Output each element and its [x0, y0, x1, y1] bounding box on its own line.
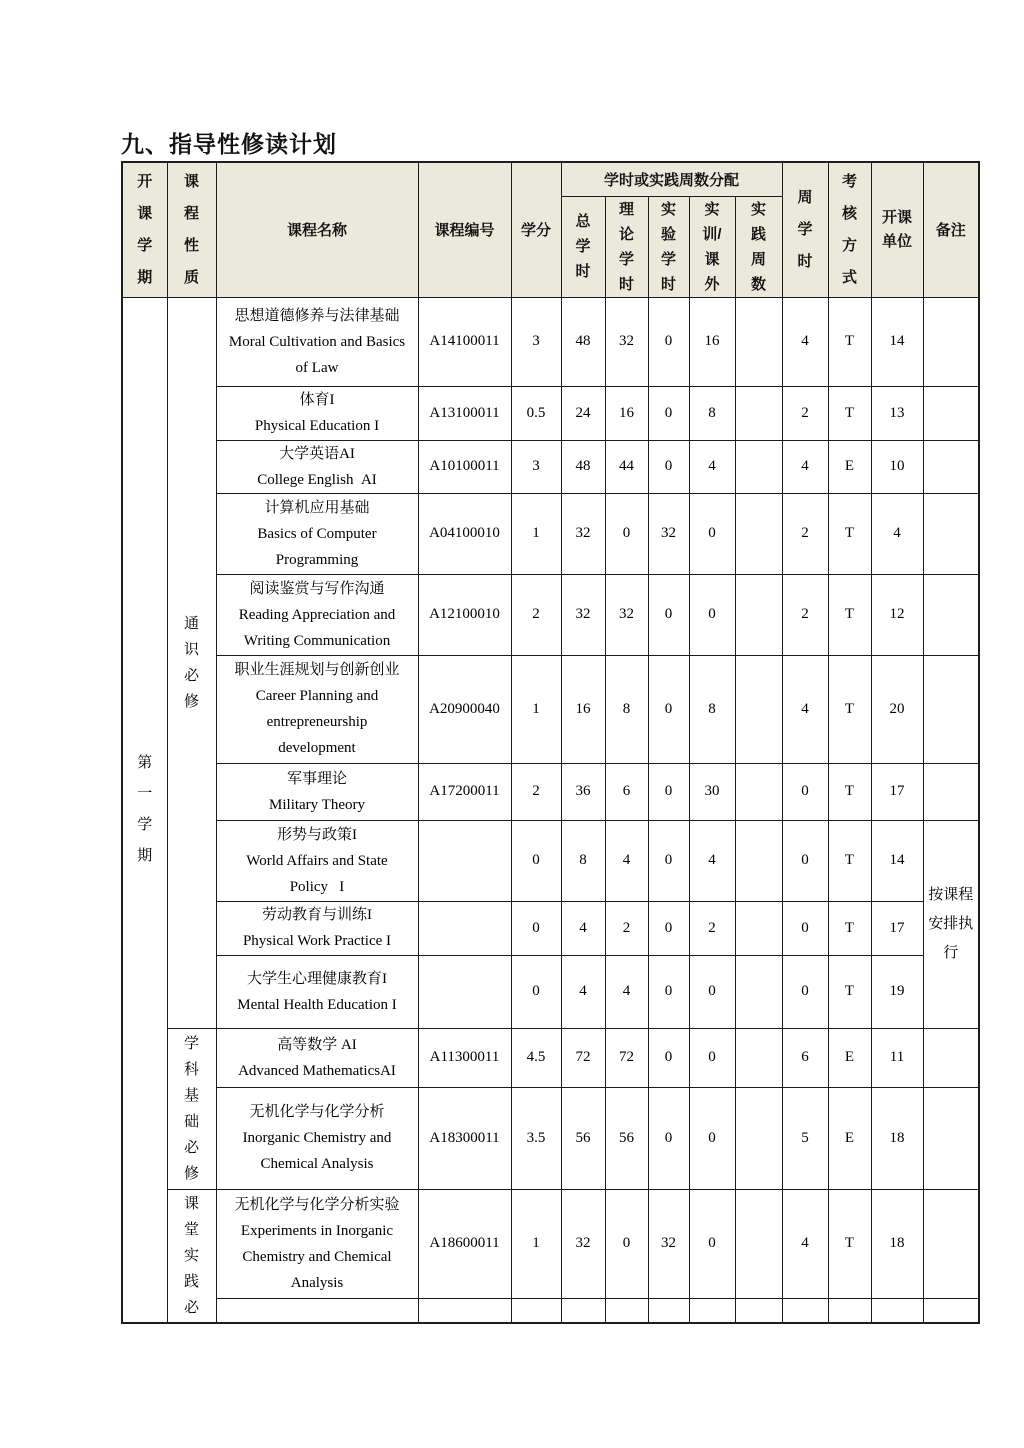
- weekly-hours-cell: 4: [782, 1189, 828, 1298]
- table-row: [122, 1298, 979, 1323]
- course-code-cell: A18300011: [418, 1087, 511, 1189]
- credits-cell: 3.5: [511, 1087, 561, 1189]
- training-hours-cell: 0: [689, 574, 735, 655]
- course-code-cell: A04100010: [418, 493, 511, 574]
- credits-cell: 2: [511, 574, 561, 655]
- unit-cell: 14: [871, 297, 923, 386]
- assessment-cell: T: [828, 763, 871, 820]
- table-row: [122, 1189, 979, 1298]
- header-assessment: 考 核 方 式: [828, 162, 871, 297]
- experiment-hours-cell: 0: [648, 297, 689, 386]
- practice-weeks-cell: [735, 1087, 782, 1189]
- header-course-nature: 课 程 性 质: [167, 162, 216, 297]
- course-name-cell: [216, 1298, 418, 1323]
- remark-cell: 按课程安排执行: [923, 820, 979, 1028]
- practice-weeks-cell: [735, 955, 782, 1028]
- unit-cell: 20: [871, 655, 923, 763]
- unit-cell: 14: [871, 820, 923, 901]
- training-hours-cell: 8: [689, 386, 735, 440]
- theory-hours-cell: 2: [605, 901, 648, 955]
- unit-cell: 17: [871, 901, 923, 955]
- training-hours-cell: 16: [689, 297, 735, 386]
- remark-cell: [923, 1189, 979, 1298]
- practice-weeks-cell: [735, 1298, 782, 1323]
- experiment-hours-cell: [648, 1298, 689, 1323]
- weekly-hours-cell: 0: [782, 763, 828, 820]
- training-hours-cell: 0: [689, 493, 735, 574]
- training-hours-cell: 4: [689, 820, 735, 901]
- course-name-cell: 思想道德修养与法律基础 Moral Cultivation and Basics of Law: [216, 297, 418, 386]
- training-hours-cell: 0: [689, 1189, 735, 1298]
- weekly-hours-cell: 2: [782, 574, 828, 655]
- header-remark: 备注: [923, 162, 979, 297]
- weekly-hours-cell: 4: [782, 440, 828, 493]
- header-course-code: 课程编号: [418, 162, 511, 297]
- unit-cell: [871, 1298, 923, 1323]
- weekly-hours-cell: 0: [782, 901, 828, 955]
- remark-cell: [923, 297, 979, 386]
- curriculum-table: [121, 161, 980, 1324]
- practice-weeks-cell: [735, 1189, 782, 1298]
- course-code-cell: A13100011: [418, 386, 511, 440]
- remark-cell: [923, 1087, 979, 1189]
- category-cell: 课 堂 实 践 必: [167, 1189, 216, 1323]
- practice-weeks-cell: [735, 386, 782, 440]
- course-name-cell: 大学英语AI College English AI: [216, 440, 418, 493]
- unit-cell: 12: [871, 574, 923, 655]
- theory-hours-cell: 32: [605, 574, 648, 655]
- credits-cell: 1: [511, 655, 561, 763]
- course-name-cell: 大学生心理健康教育I Mental Health Education I: [216, 955, 418, 1028]
- course-name-cell: 劳动教育与训练I Physical Work Practice I: [216, 901, 418, 955]
- credits-cell: 1: [511, 1189, 561, 1298]
- experiment-hours-cell: 0: [648, 901, 689, 955]
- course-code-cell: A11300011: [418, 1028, 511, 1087]
- credits-cell: 3: [511, 297, 561, 386]
- training-hours-cell: 4: [689, 440, 735, 493]
- assessment-cell: T: [828, 655, 871, 763]
- practice-weeks-cell: [735, 493, 782, 574]
- remark-cell: [923, 574, 979, 655]
- practice-weeks-cell: [735, 820, 782, 901]
- weekly-hours-cell: 6: [782, 1028, 828, 1087]
- experiment-hours-cell: 32: [648, 493, 689, 574]
- table-row: [122, 440, 979, 493]
- total-hours-cell: 48: [561, 440, 605, 493]
- weekly-hours-cell: 0: [782, 820, 828, 901]
- header-experiment-hours: 实 验 学 时: [648, 196, 689, 297]
- practice-weeks-cell: [735, 440, 782, 493]
- assessment-cell: T: [828, 493, 871, 574]
- experiment-hours-cell: 0: [648, 1028, 689, 1087]
- experiment-hours-cell: 0: [648, 574, 689, 655]
- remark-cell: [923, 763, 979, 820]
- header-credits: 学分: [511, 162, 561, 297]
- credits-cell: 0: [511, 955, 561, 1028]
- total-hours-cell: 36: [561, 763, 605, 820]
- table-row: [122, 901, 979, 955]
- course-name-cell: 计算机应用基础 Basics of Computer Programming: [216, 493, 418, 574]
- credits-cell: 2: [511, 763, 561, 820]
- credits-cell: 3: [511, 440, 561, 493]
- weekly-hours-cell: 2: [782, 493, 828, 574]
- training-hours-cell: 30: [689, 763, 735, 820]
- course-name-cell: 无机化学与化学分析 Inorganic Chemistry and Chemical Analysis: [216, 1087, 418, 1189]
- practice-weeks-cell: [735, 297, 782, 386]
- remark-cell: [923, 440, 979, 493]
- category-cell: 学 科 基 础 必 修: [167, 1028, 216, 1189]
- total-hours-cell: 32: [561, 1189, 605, 1298]
- total-hours-cell: 48: [561, 297, 605, 386]
- theory-hours-cell: 32: [605, 297, 648, 386]
- assessment-cell: T: [828, 1189, 871, 1298]
- experiment-hours-cell: 0: [648, 763, 689, 820]
- training-hours-cell: 0: [689, 1087, 735, 1189]
- course-code-cell: A12100010: [418, 574, 511, 655]
- header-hours-group: 学时或实践周数分配: [561, 162, 782, 196]
- practice-weeks-cell: [735, 901, 782, 955]
- experiment-hours-cell: 0: [648, 955, 689, 1028]
- experiment-hours-cell: 0: [648, 386, 689, 440]
- assessment-cell: T: [828, 901, 871, 955]
- unit-cell: 13: [871, 386, 923, 440]
- assessment-cell: T: [828, 297, 871, 386]
- total-hours-cell: 8: [561, 820, 605, 901]
- weekly-hours-cell: 4: [782, 297, 828, 386]
- header-practice-weeks: 实 践 周 数: [735, 196, 782, 297]
- training-hours-cell: 0: [689, 955, 735, 1028]
- assessment-cell: T: [828, 574, 871, 655]
- credits-cell: [511, 1298, 561, 1323]
- theory-hours-cell: 8: [605, 655, 648, 763]
- theory-hours-cell: 16: [605, 386, 648, 440]
- remark-cell: [923, 493, 979, 574]
- unit-cell: 19: [871, 955, 923, 1028]
- weekly-hours-cell: [782, 1298, 828, 1323]
- weekly-hours-cell: 2: [782, 386, 828, 440]
- assessment-cell: T: [828, 955, 871, 1028]
- unit-cell: 10: [871, 440, 923, 493]
- experiment-hours-cell: 0: [648, 440, 689, 493]
- training-hours-cell: [689, 1298, 735, 1323]
- total-hours-cell: 24: [561, 386, 605, 440]
- assessment-cell: E: [828, 1087, 871, 1189]
- practice-weeks-cell: [735, 574, 782, 655]
- experiment-hours-cell: 0: [648, 655, 689, 763]
- total-hours-cell: [561, 1298, 605, 1323]
- assessment-cell: E: [828, 440, 871, 493]
- course-code-cell: A14100011: [418, 297, 511, 386]
- assessment-cell: T: [828, 386, 871, 440]
- header-unit: 开课 单位: [871, 162, 923, 297]
- total-hours-cell: 4: [561, 955, 605, 1028]
- course-name-cell: 职业生涯规划与创新创业 Career Planning and entrepreneurship development: [216, 655, 418, 763]
- remark-cell: [923, 1028, 979, 1087]
- category-cell: 通 识 必 修: [167, 297, 216, 1028]
- table-row: [122, 820, 979, 901]
- table-row: [122, 297, 979, 386]
- assessment-cell: [828, 1298, 871, 1323]
- header-semester: 开 课 学 期: [122, 162, 167, 297]
- assessment-cell: T: [828, 820, 871, 901]
- course-code-cell: [418, 1298, 511, 1323]
- header-row-top: [122, 162, 979, 196]
- remark-cell: [923, 1298, 979, 1323]
- table-row: [122, 493, 979, 574]
- unit-cell: 18: [871, 1087, 923, 1189]
- course-name-cell: 形势与政策I World Affairs and State Policy I: [216, 820, 418, 901]
- table-row: [122, 655, 979, 763]
- experiment-hours-cell: 0: [648, 1087, 689, 1189]
- header-weekly-hours: 周 学 时: [782, 162, 828, 297]
- table-header: [122, 162, 979, 297]
- experiment-hours-cell: 0: [648, 820, 689, 901]
- theory-hours-cell: 56: [605, 1087, 648, 1189]
- total-hours-cell: 72: [561, 1028, 605, 1087]
- course-code-cell: A10100011: [418, 440, 511, 493]
- training-hours-cell: 8: [689, 655, 735, 763]
- total-hours-cell: 32: [561, 574, 605, 655]
- weekly-hours-cell: 0: [782, 955, 828, 1028]
- course-name-cell: 高等数学 AI Advanced MathematicsAI: [216, 1028, 418, 1087]
- weekly-hours-cell: 5: [782, 1087, 828, 1189]
- theory-hours-cell: 6: [605, 763, 648, 820]
- total-hours-cell: 32: [561, 493, 605, 574]
- course-code-cell: [418, 820, 511, 901]
- theory-hours-cell: 72: [605, 1028, 648, 1087]
- course-code-cell: [418, 901, 511, 955]
- practice-weeks-cell: [735, 763, 782, 820]
- curriculum-table-body: [122, 297, 979, 1323]
- theory-hours-cell: 44: [605, 440, 648, 493]
- total-hours-cell: 16: [561, 655, 605, 763]
- training-hours-cell: 0: [689, 1028, 735, 1087]
- credits-cell: 1: [511, 493, 561, 574]
- credits-cell: 4.5: [511, 1028, 561, 1087]
- theory-hours-cell: 4: [605, 955, 648, 1028]
- table-row: [122, 763, 979, 820]
- header-course-name: 课程名称: [216, 162, 418, 297]
- semester-cell: 第 一 学 期: [122, 297, 167, 1323]
- theory-hours-cell: 4: [605, 820, 648, 901]
- total-hours-cell: 4: [561, 901, 605, 955]
- header-total-hours: 总 学 时: [561, 196, 605, 297]
- course-code-cell: A18600011: [418, 1189, 511, 1298]
- course-code-cell: A17200011: [418, 763, 511, 820]
- credits-cell: 0: [511, 901, 561, 955]
- course-name-cell: 无机化学与化学分析实验 Experiments in Inorganic Chemistry and Chemical Analysis: [216, 1189, 418, 1298]
- header-theory-hours: 理 论 学 时: [605, 196, 648, 297]
- unit-cell: 18: [871, 1189, 923, 1298]
- unit-cell: 17: [871, 763, 923, 820]
- training-hours-cell: 2: [689, 901, 735, 955]
- course-name-cell: 阅读鉴赏与写作沟通 Reading Appreciation and Writing Communication: [216, 574, 418, 655]
- theory-hours-cell: 0: [605, 1189, 648, 1298]
- credits-cell: 0.5: [511, 386, 561, 440]
- remark-cell: [923, 386, 979, 440]
- practice-weeks-cell: [735, 655, 782, 763]
- course-code-cell: [418, 955, 511, 1028]
- course-name-cell: 军事理论 Military Theory: [216, 763, 418, 820]
- header-training-hours: 实 训/ 课 外: [689, 196, 735, 297]
- unit-cell: 4: [871, 493, 923, 574]
- table-row: [122, 1087, 979, 1189]
- table-row: [122, 574, 979, 655]
- practice-weeks-cell: [735, 1028, 782, 1087]
- total-hours-cell: 56: [561, 1087, 605, 1189]
- course-code-cell: A20900040: [418, 655, 511, 763]
- table-row: [122, 955, 979, 1028]
- assessment-cell: E: [828, 1028, 871, 1087]
- theory-hours-cell: 0: [605, 493, 648, 574]
- theory-hours-cell: [605, 1298, 648, 1323]
- weekly-hours-cell: 4: [782, 655, 828, 763]
- table-row: [122, 1028, 979, 1087]
- unit-cell: 11: [871, 1028, 923, 1087]
- course-name-cell: 体育I Physical Education I: [216, 386, 418, 440]
- credits-cell: 0: [511, 820, 561, 901]
- remark-cell: [923, 655, 979, 763]
- section-title: 九、指导性修读计划: [121, 131, 337, 157]
- experiment-hours-cell: 32: [648, 1189, 689, 1298]
- table-row: [122, 386, 979, 440]
